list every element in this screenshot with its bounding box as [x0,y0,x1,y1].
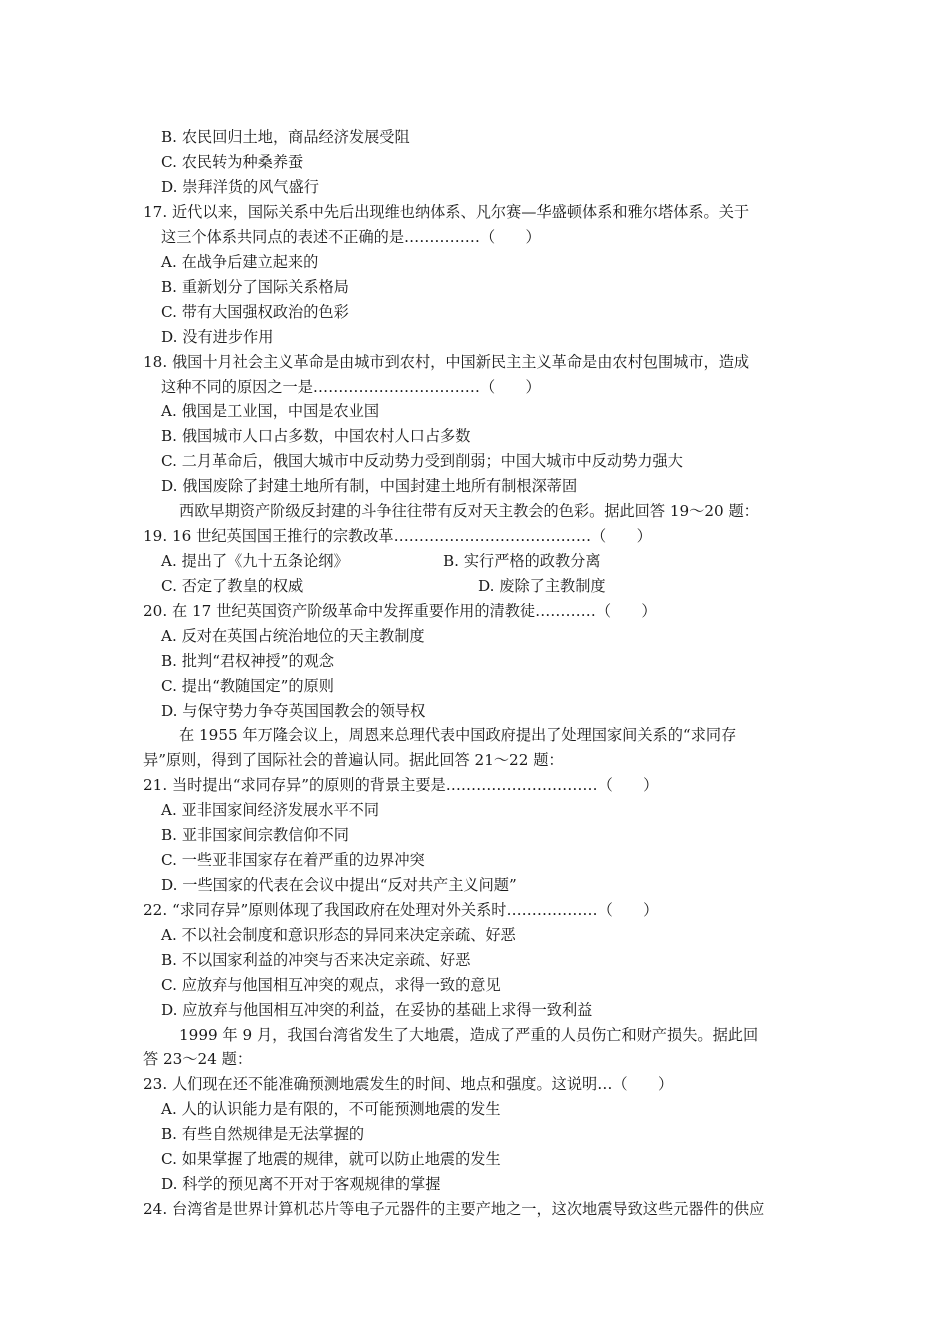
q21-option-a: A. 亚非国家间经济发展水平不同 [161,801,380,819]
q23-option-a: A. 人的认识能力是有限的，不可能预测地震的发生 [161,1100,501,1118]
q21-22-intro: 在 1955 年万隆会议上，周恩来总理代表中国政府提出了处理国家间关系的“求同存 [179,726,737,744]
q23-option-b: B. 有些自然规律是无法掌握的 [161,1125,365,1143]
q23-24-intro: 1999 年 9 月，我国台湾省发生了大地震，造成了严重的人员伤亡和财产损失。据此回 [179,1026,759,1044]
q24-stem: 24. 台湾省是世界计算机芯片等电子元器件的主要产地之一，这次地震导致这些元器件的供应 [143,1200,765,1218]
q18-option-d: D. 俄国废除了封建土地所有制，中国封建土地所有制根深蒂固 [161,477,578,495]
q20-option-d: D. 与保守势力争夺英国国教会的领导权 [161,702,426,720]
q23-24-intro-cont: 答 23～24 题： [143,1050,253,1068]
q22-option-a: A. 不以社会制度和意识形态的异同来决定亲疏、好恶 [161,926,516,944]
q21-option-b: B. 亚非国家间宗教信仰不同 [161,826,349,844]
q16-option-b: B. 农民回归土地，商品经济发展受阻 [161,128,410,146]
q22-stem: 22. “求同存异”原则体现了我国政府在处理对外关系时………………（ ） [143,901,659,919]
q17-option-c: C. 带有大国强权政治的色彩 [161,303,349,321]
q18-option-a: A. 俄国是工业国，中国是农业国 [161,402,380,420]
q16-option-c: C. 农民转为种桑养蚕 [161,153,304,171]
q19-option-b: B. 实行严格的政教分离 [443,552,601,570]
q19-option-d: D. 废除了主教制度 [478,577,606,595]
q17-option-d: D. 没有进步作用 [161,328,274,346]
q19-stem: 19. 16 世纪英国国王推行的宗教改革…………………………………（ ） [143,527,652,545]
q23-option-d: D. 科学的预见离不开对于客观规律的掌握 [161,1175,441,1193]
q20-option-a: A. 反对在英国占统治地位的天主教制度 [161,627,425,645]
q18-stem-cont: 这种不同的原因之一是……………………………（ ） [161,378,541,396]
q20-option-c: C. 提出“教随国定”的原则 [161,677,334,695]
q21-option-d: D. 一些国家的代表在会议中提出“反对共产主义问题” [161,876,517,894]
q20-stem: 20. 在 17 世纪英国资产阶级革命中发挥重要作用的清教徒…………（ ） [143,602,657,620]
q21-stem: 21. 当时提出“求同存异”的原则的背景主要是…………………………（ ） [143,776,659,794]
q17-option-a: A. 在战争后建立起来的 [161,253,319,271]
q18-option-b: B. 俄国城市人口占多数，中国农村人口占多数 [161,427,471,445]
q19-option-c: C. 否定了教皇的权威 [161,577,304,595]
q22-option-c: C. 应放弃与他国相互冲突的观点，求得一致的意见 [161,976,501,994]
q22-option-d: D. 应放弃与他国相互冲突的利益，在妥协的基础上求得一致利益 [161,1001,593,1019]
q18-stem: 18. 俄国十月社会主义革命是由城市到农村，中国新民主主义革命是由农村包围城市，造成 [143,353,750,371]
q17-stem: 17. 近代以来，国际关系中先后出现维也纳体系、凡尔赛—华盛顿体系和雅尔塔体系。关于 [143,203,750,221]
q21-option-c: C. 一些亚非国家存在着严重的边界冲突 [161,851,425,869]
q19-option-a: A. 提出了《九十五条论纲》 [161,552,349,570]
q16-option-d: D. 崇拜洋货的风气盛行 [161,178,319,196]
q22-option-b: B. 不以国家利益的冲突与否来决定亲疏、好恶 [161,951,471,969]
q23-stem: 23. 人们现在还不能准确预测地震发生的时间、地点和强度。这说明…（ ） [143,1075,674,1093]
q23-option-c: C. 如果掌握了地震的规律，就可以防止地震的发生 [161,1150,501,1168]
q19-20-intro: 西欧早期资产阶级反封建的斗争往往带有反对天主教会的色彩。据此回答 19～20 题： [179,502,759,520]
q17-option-b: B. 重新划分了国际关系格局 [161,278,349,296]
q17-stem-cont: 这三个体系共同点的表述不正确的是……………（ ） [161,228,541,246]
q18-option-c: C. 二月革命后，俄国大城市中反动势力受到削弱；中国大城市中反动势力强大 [161,452,683,470]
q20-option-b: B. 批判“君权神授”的观念 [161,652,335,670]
q21-22-intro-cont: 异”原则，得到了国际社会的普遍认同。据此回答 21～22 题： [143,751,564,769]
